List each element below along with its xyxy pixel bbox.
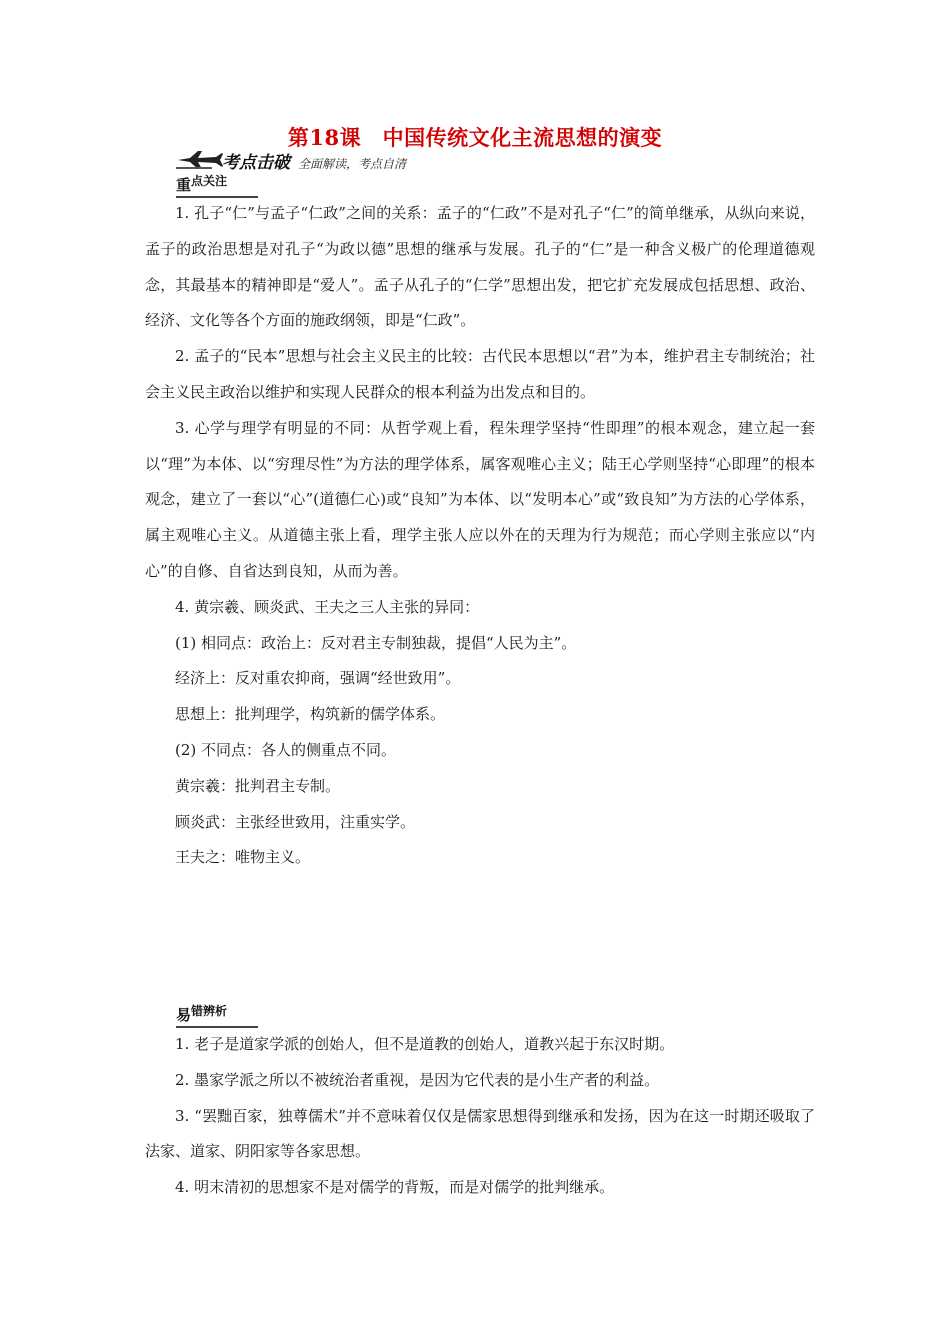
key-points-content xyxy=(145,196,815,876)
section-label-rest: 点关注 xyxy=(191,174,228,188)
paragraph: (1) 相同点：政治上：反对君主专制独裁，提倡“人民为主”。 xyxy=(175,633,577,652)
banner-subtitle: 全面解读，考点自清 xyxy=(298,157,407,171)
paragraph: 3. 心学与理学有明显的不同：从哲学观上看，程朱理学坚持“性即理”的根本观念，建立起一套以“理”为本体、以“穷理尽性”为方法的理学体系，属客观唯心主义；陆王心学则坚持“心即理”的根本观念，建立了一套以“心”(道德仁心)或“良知”为本体、以“发明本心”或“致良知”为方法的心学体系，属主观唯心主义。从道德主张上看，理学主张人应以外在的天理为行为规范；而心学则主张应以“内心”的自修、自省达到良知，从而为善。 xyxy=(145,418,815,580)
paragraph: 4. 明末清初的思想家不是对儒学的背叛，而是对儒学的批判继承。 xyxy=(175,1178,615,1197)
paragraph: 王夫之：唯物主义。 xyxy=(175,848,311,867)
section-label-rest: 错辨析 xyxy=(191,1004,228,1018)
section-label-common-errors xyxy=(176,1004,227,1025)
section-label-first-char: 易 xyxy=(176,1006,192,1024)
paragraph: 2. 墨家学派之所以不被统治者重视，是因为它代表的是小生产者的利益。 xyxy=(175,1070,660,1089)
paragraph: 3. “罢黜百家，独尊儒术”并不意味着仅仅是儒家思想得到继承和发扬，因为在这一时期还吸取了法家、道家、阴阳家等各家思想。 xyxy=(145,1106,815,1161)
airplane-icon xyxy=(176,149,224,171)
paragraph: (2) 不同点：各人的侧重点不同。 xyxy=(175,740,397,759)
paragraph: 思想上：批判理学，构筑新的儒学体系。 xyxy=(175,705,446,724)
section-label-key-points xyxy=(176,174,227,195)
common-errors-content xyxy=(145,1027,815,1206)
banner-title: 考点击破 xyxy=(222,153,290,173)
paragraph: 4. 黄宗羲、顾炎武、王夫之三人主张的异同： xyxy=(175,597,480,616)
paragraph: 黄宗羲：批判君主专制。 xyxy=(175,776,341,795)
exam-points-banner xyxy=(176,147,476,177)
paragraph: 顾炎武：主张经世致用，注重实学。 xyxy=(175,812,416,831)
paragraph: 2. 孟子的“民本”思想与社会主义民主的比较：古代民本思想以“君”为本，维护君主专制统治；社会主义民主政治以维护和实现人民群众的根本利益为出发点和目的。 xyxy=(145,347,815,401)
paragraph: 1. 孔子“仁”与孟子“仁政”之间的关系：孟子的“仁政”不是对孔子“仁”的简单继承，从纵向来说，孟子的政治思想是对孔子“为政以德”思想的继承与发展。孔子的“仁”是一种含义极广的伦理道德观念，其最基本的精神即是“爱人”。孟子从孔子的“仁学”思想出发，把它扩充发展成包括思想、政治、经济、文化等各个方面的施政纲领，即是“仁政”。 xyxy=(145,204,815,330)
paragraph: 1. 老子是道家学派的创始人，但不是道教的创始人，道教兴起于东汉时期。 xyxy=(175,1035,675,1053)
paragraph: 经济上：反对重农抑商，强调“经世致用”。 xyxy=(175,669,461,688)
section-label-first-char: 重 xyxy=(176,176,192,194)
page-title: 第18课 中国传统文化主流思想的演变 xyxy=(287,125,663,150)
